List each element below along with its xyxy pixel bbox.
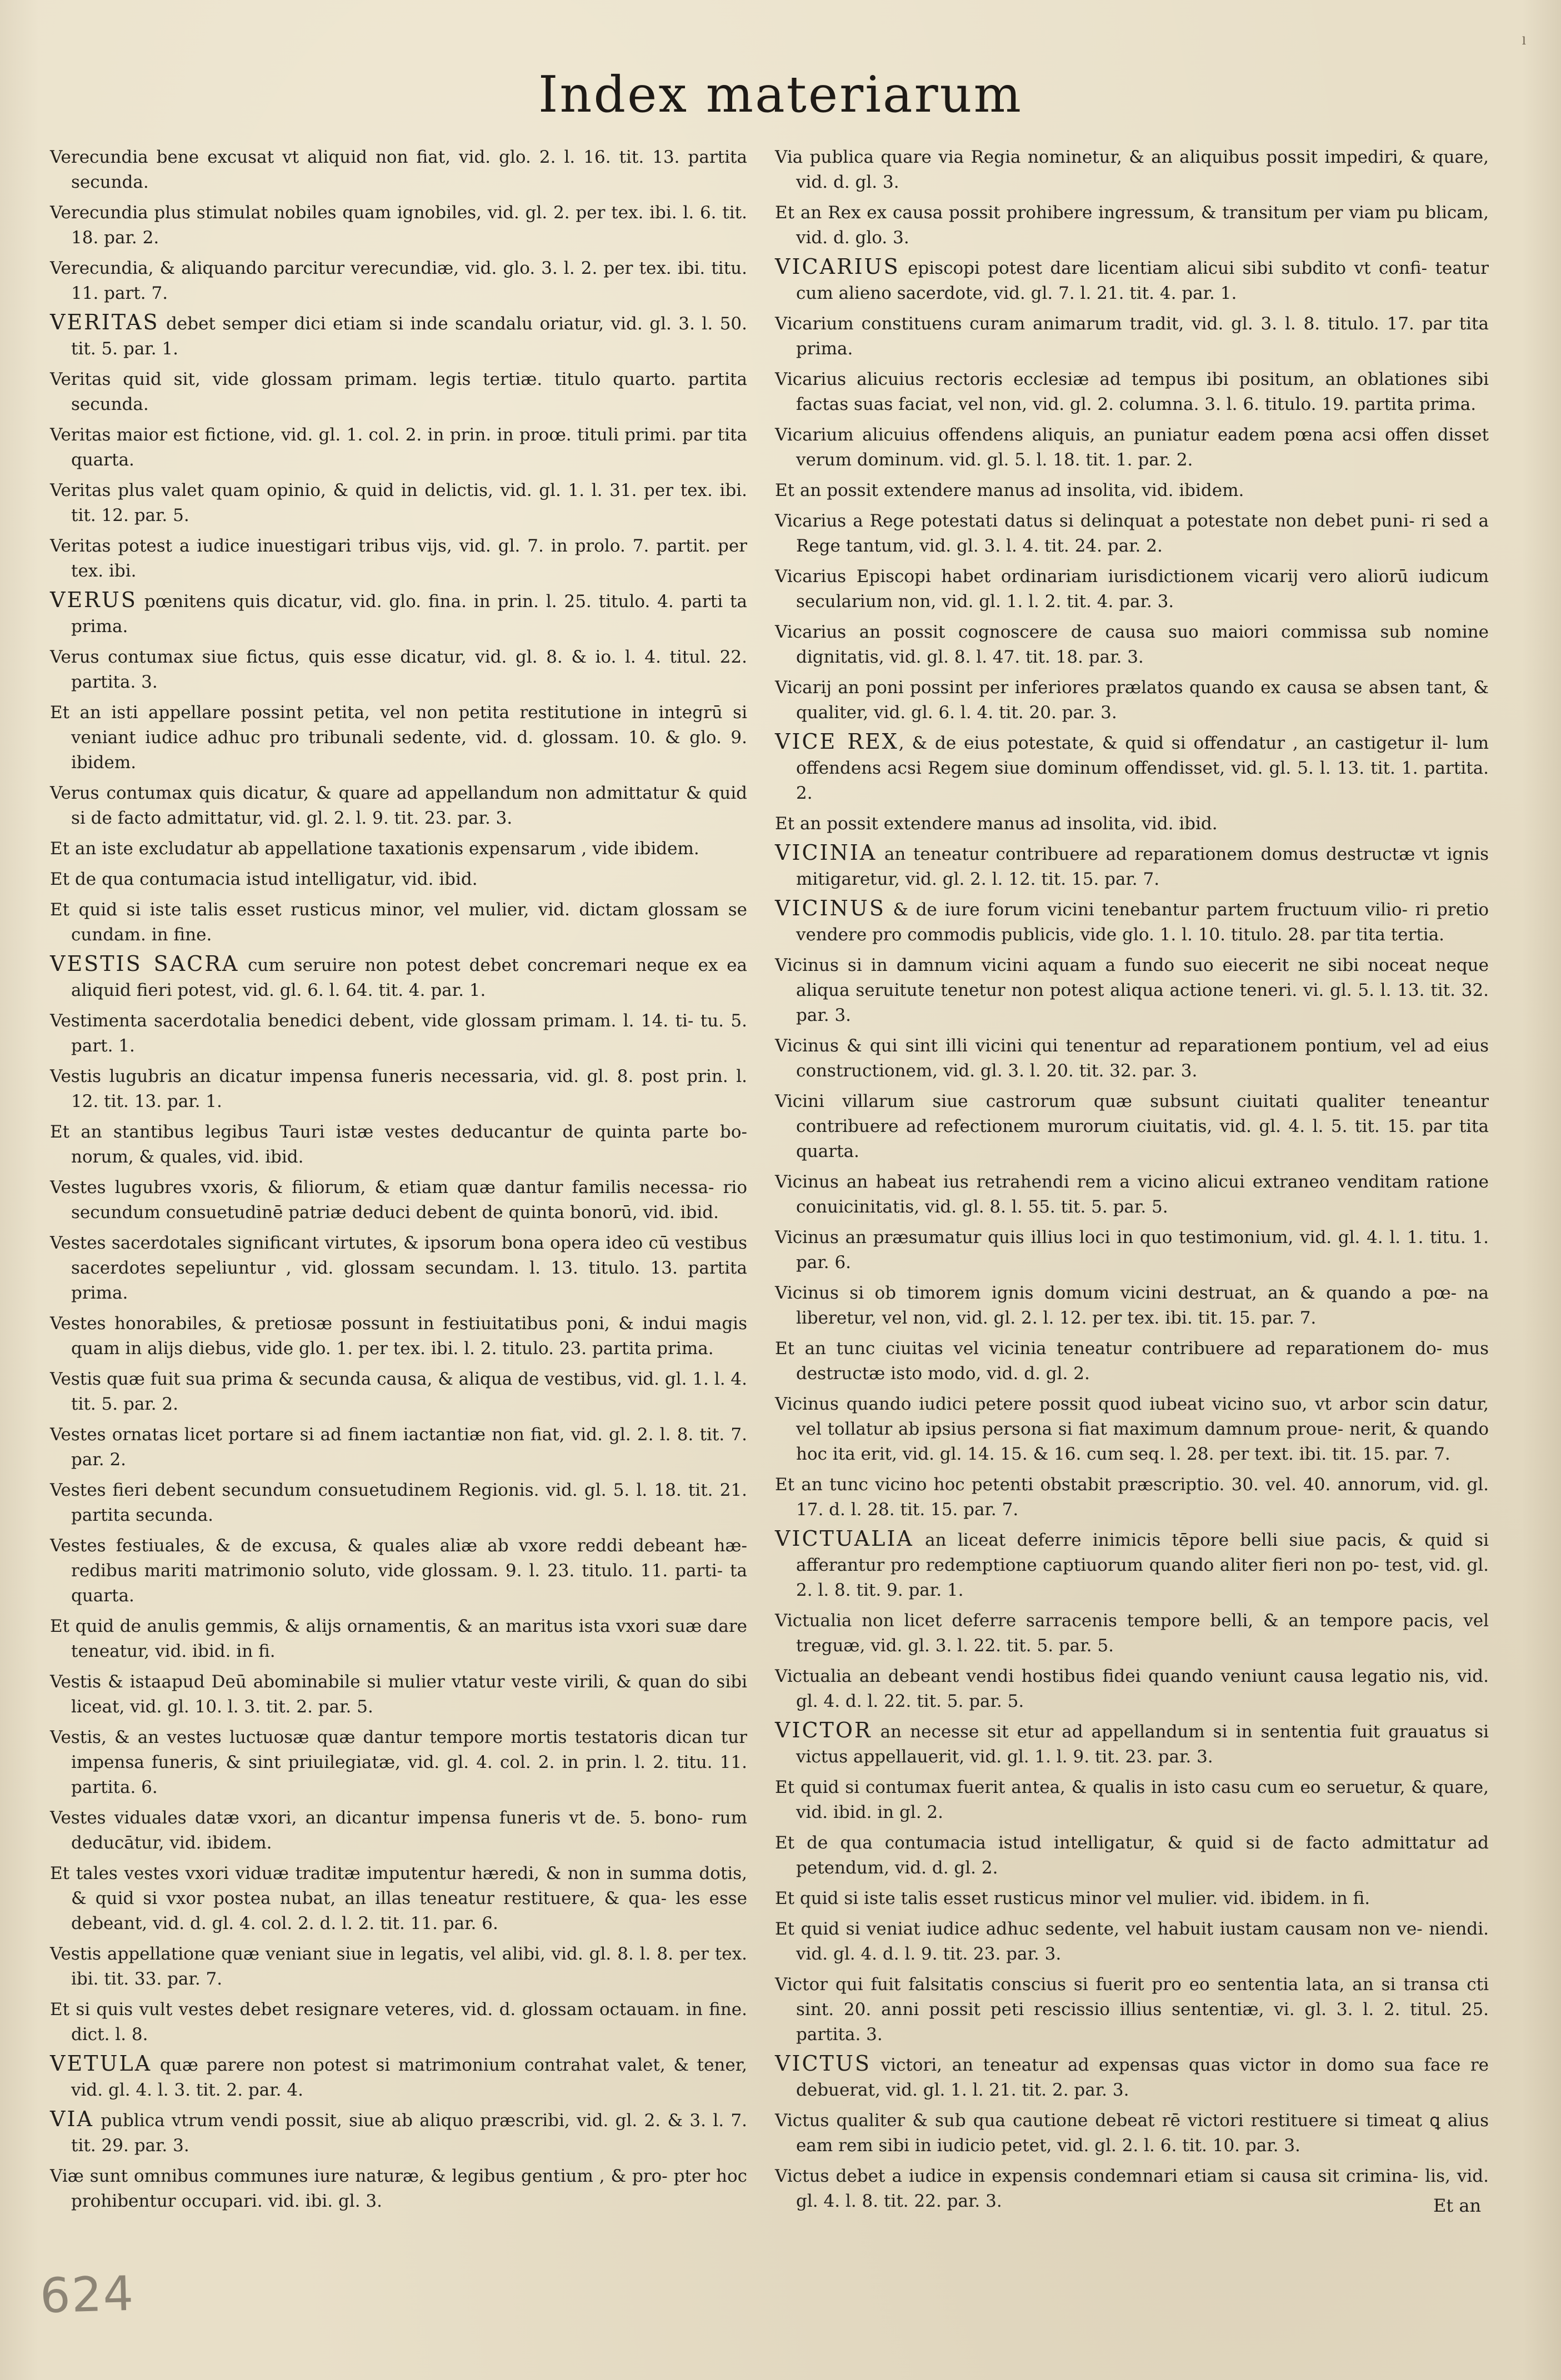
index-entry <box>775 143 1489 195</box>
entry-headword: VICARIUS <box>775 254 900 279</box>
index-entry <box>775 1526 1489 1603</box>
entry-text: Vestes lugubres vxoris, & filiorum, & etiam quæ dantur familis necessa- rio secundum consuetudinē patriæ deduci debent de quinta bonorū, vid. ibid. <box>50 1178 747 1222</box>
entry-text: Viæ sunt omnibus communes iure naturæ, & legibus gentium , & pro- pter hoc prohibentur occupari. vid. ibi. gl. 3. <box>50 2166 747 2211</box>
entry-text: Vestimenta sacerdotalia benedici debent, vide glossam primam. l. 14. ti- tu. 5. part. 1. <box>50 1011 747 1056</box>
index-entry <box>50 421 747 473</box>
entry-text: Vicinus an præsumatur quis illius loci in quo testimonium, vid. gl. 4. l. 1. titu. 1. par. 6. <box>775 1227 1489 1272</box>
index-entry <box>775 840 1489 892</box>
index-entry <box>50 1063 747 1114</box>
entry-text: Et an stantibus legibus Tauri istæ vestes deducantur de quinta parte bo- norum, & quales, vid. ibid. <box>50 1122 747 1167</box>
entry-text: Et quid si iste talis esset rusticus minor vel mulier. vid. ibidem. in fi. <box>775 1888 1370 1908</box>
index-entry <box>50 896 747 948</box>
entry-text: Verecundia bene excusat vt aliquid non fiat, vid. glo. 2. l. 16. tit. 13. partita secunda. <box>50 147 747 192</box>
index-entry <box>775 729 1489 806</box>
index-entry <box>50 1996 747 2047</box>
entry-text: Vestis, & an vestes luctuosæ quæ dantur tempore mortis testatoris dican tur impensa funeris, & sint priuilegiatæ, vid. gl. 4. col. 2. in prin. l. 2. titu. 11. partita. 6. <box>50 1727 747 1797</box>
index-entry <box>50 1723 747 1800</box>
entry-text: Vestes festiuales, & de excusa, & quales aliæ ab vxore reddi debeant hæ- redibus mariti matrimonio soluto, vide glossam. 9. l. 23. titulo. 11. parti- ta quarta. <box>50 1536 747 1606</box>
entry-text: Et an Rex ex causa possit prohibere ingressum, & transitum per viam pu blicam, vid. d. glo. 3. <box>775 203 1489 248</box>
index-entry <box>50 1365 747 1417</box>
index-entry <box>775 1032 1489 1084</box>
index-entry <box>775 365 1489 417</box>
entry-text: an necesse sit etur ad appellandum si in sententia fuit grauatus si victus appellauerit, vid. gl. 1. l. 9. tit. 23. par. 3. <box>796 1722 1489 1767</box>
entry-text: Verus contumax quis dicatur, & quare ad appellandum non admittatur & quid si de facto admittatur, vid. gl. 2. l. 9. tit. 23. par. 3. <box>50 783 747 828</box>
entry-text: Vicarius a Rege potestati datus si delinquat a potestate non debet puni- ri sed a Rege tantum, vid. gl. 3. l. 4. tit. 24. par. 2. <box>775 511 1489 556</box>
index-entry <box>775 1662 1489 1714</box>
entry-text: Et quid de anulis gemmis, & alijs ornamentis, & an maritus ista vxori suæ dare teneatur, vid. ibid. in fi. <box>50 1616 747 1661</box>
index-entry <box>50 951 747 1003</box>
index-column-right <box>775 143 1489 2218</box>
entry-text: Et quid si iste talis esset rusticus minor, vel mulier, vid. dictam glossam se cundam. in fine. <box>50 900 747 945</box>
index-entry <box>775 1607 1489 1659</box>
index-entry <box>50 1612 747 1664</box>
entry-text: Vestis appellatione quæ veniant siue in legatis, vel alibi, vid. gl. 8. l. 8. per tex. ibi. tit. 33. par. 7. <box>50 1944 747 1989</box>
entry-text: Et an possit extendere manus ad insolita, vid. ibidem. <box>775 480 1244 500</box>
entry-headword: VICE REX <box>775 729 899 754</box>
entry-headword: VICINUS <box>775 896 885 920</box>
index-entry <box>775 507 1489 559</box>
entry-text: Vicarij an poni possint per inferiores prælatos quando ex causa se absen tant, & qualiter, vid. gl. 6. l. 4. tit. 20. par. 3. <box>775 678 1489 723</box>
entry-headword: VETULA <box>50 2051 152 2076</box>
index-entry <box>50 1421 747 1472</box>
index-entry <box>775 477 1489 503</box>
entry-text: victori, an teneatur ad expensas quas victor in domo sua face re debuerat, vid. gl. 1. l. 21. tit. 2. par. 3. <box>796 2055 1489 2100</box>
index-entry <box>50 143 747 195</box>
index-entry <box>775 1773 1489 1825</box>
index-entry <box>50 2051 747 2103</box>
entry-text: Et an tunc ciuitas vel vicinia teneatur contribuere ad reparationem do- mus destructæ isto modo, vid. d. gl. 2. <box>775 1339 1489 1384</box>
entry-headword: VERITAS <box>50 310 159 334</box>
index-entry <box>50 835 747 861</box>
index-entry <box>50 699 747 775</box>
index-entry <box>50 477 747 528</box>
entry-text: Et quid si veniat iudice adhuc sedente, vel habuit iustam causam non ve- niendi. vid. gl. 4. d. l. 9. tit. 23. par. 3. <box>775 1919 1489 1964</box>
index-entry <box>50 643 747 695</box>
entry-headword: VICTUALIA <box>775 1526 914 1551</box>
index-entry <box>50 1229 747 1306</box>
index-entry <box>775 1088 1489 1164</box>
index-entry <box>775 1224 1489 1275</box>
entry-text: publica vtrum vendi possit, siue ab aliquo præscribi, vid. gl. 2. & 3. l. 7. tit. 29. par. 3. <box>71 2111 747 2156</box>
index-entry <box>775 254 1489 306</box>
index-entry <box>775 1971 1489 2047</box>
entry-text: Victualia an debeant vendi hostibus fidei quando veniunt causa legatio nis, vid. gl. 4. d. l. 22. tit. 5. par. 5. <box>775 1666 1489 1711</box>
index-entry <box>50 1476 747 1528</box>
entry-text: Vicarium alicuius offendens aliquis, an puniatur eadem pœna acsi offen disset verum dominum. vid. gl. 5. l. 18. tit. 1. par. 2. <box>775 425 1489 470</box>
entry-text: episcopi potest dare licentiam alicui sibi subdito vt confi- teatur cum alieno sacerdote, vid. gl. 7. l. 21. tit. 4. par. 1. <box>796 258 1489 303</box>
entry-text: Victor qui fuit falsitatis conscius si fuerit pro eo sententia lata, an si transa cti sint. 20. anni possit peti rescissio illius sententiæ, vi. gl. 3. l. 2. titul. 25. partita. 3. <box>775 1975 1489 2045</box>
entry-text: & de iure forum vicini tenebantur partem fructuum vilio- ri pretio vendere pro commodis publicis, vide glo. 1. l. 10. titulo. 28. par tita tertia. <box>796 900 1489 945</box>
entry-text: Vestis lugubris an dicatur impensa funeris necessaria, vid. gl. 8. post prin. l. 12. tit. 13. par. 1. <box>50 1066 747 1111</box>
index-entry <box>775 1718 1489 1770</box>
entry-text: Vestis & istaapud Deū abominabile si mulier vtatur veste virili, & quan do sibi liceat, vid. gl. 10. l. 3. tit. 2. par. 5. <box>50 1672 747 1717</box>
entry-headword: VESTIS SACRA <box>50 951 239 976</box>
index-entry <box>50 365 747 417</box>
entry-text: Veritas maior est fictione, vid. gl. 1. col. 2. in prin. in proœ. tituli primi. par tita quarta. <box>50 425 747 470</box>
index-column-left <box>50 143 747 2218</box>
index-entry <box>775 563 1489 614</box>
index-entry <box>50 865 747 892</box>
entry-text: Et an isti appellare possint petita, vel non petita restitutione in integrū si veniant iudice adhuc pro tribunali sedente, vid. d. glossam. 10. & glo. 9. ibidem. <box>50 703 747 773</box>
index-entry <box>775 810 1489 836</box>
index-entry <box>50 1174 747 1225</box>
entry-text: Et si quis vult vestes debet resignare veteres, vid. d. glossam octauam. in fine. dict. l. 8. <box>50 2000 747 2045</box>
entry-text: Et an possit extendere manus ad insolita, vid. ibid. <box>775 814 1218 834</box>
entry-text: Veritas quid sit, vide glossam primam. legis tertiæ. titulo quarto. partita secunda. <box>50 369 747 414</box>
entry-text: Via publica quare via Regia nominetur, & an aliquibus possit impediri, & quare, vid. d. gl. 3. <box>775 147 1489 192</box>
entry-text: Verecundia, & aliquando parcitur verecundiæ, vid. glo. 3. l. 2. per tex. ibi. titu. 11. part. 7. <box>50 258 747 303</box>
index-entry <box>50 588 747 639</box>
entry-text: Vicinus & qui sint illi vicini qui tenentur ad reparationem pontium, vel ad eius constructionem, vid. gl. 3. l. 20. tit. 32. par. 3. <box>775 1036 1489 1081</box>
entry-text: Vicini villarum siue castrorum quæ subsunt ciuitati qualiter teneantur contribuere ad refectionem murorum ciuitatis, vid. gl. 4. l. 5. tit. 15. par tita quarta. <box>775 1091 1489 1161</box>
index-entry <box>50 2107 747 2158</box>
entry-headword: VICTUS <box>775 2051 871 2076</box>
index-entry <box>50 1310 747 1361</box>
index-entry <box>50 1804 747 1856</box>
handwritten-folio-number: 624 <box>39 2266 136 2324</box>
index-entry <box>50 1118 747 1170</box>
index-entry <box>775 2051 1489 2103</box>
entry-text: Veritas potest a iudice inuestigari tribus vijs, vid. gl. 7. in prolo. 7. partit. per tex. ibi. <box>50 536 747 581</box>
entry-text: an teneatur contribuere ad reparationem domus destructæ vt ignis mitigaretur, vid. gl. 2. l. 12. tit. 15. par. 7. <box>796 844 1489 889</box>
entry-text: Vicarius alicuius rectoris ecclesiæ ad tempus ibi positum, an oblationes sibi factas suas faciat, vel non, vid. gl. 2. columna. 3. l. 6. titulo. 19. partita prima. <box>775 369 1489 414</box>
index-entry <box>775 1885 1489 1911</box>
entry-text: debet semper dici etiam si inde scandalu oriatur, vid. gl. 3. l. 50. tit. 5. par. 1. <box>71 314 747 359</box>
entry-text: Vestes fieri debent secundum consuetudinem Regionis. vid. gl. 5. l. 18. tit. 21. partita secunda. <box>50 1480 747 1525</box>
entry-text: Vicarius an possit cognoscere de causa suo maiori commissa sub nomine dignitatis, vid. gl. 8. l. 47. tit. 18. par. 3. <box>775 622 1489 667</box>
index-entry <box>775 1829 1489 1881</box>
entry-text: Vicinus quando iudici petere possit quod iubeat vicino suo, vt arbor scin datur, vel tollatur ab ipsius persona si fiat maximum damnum proue- nerit, & quando hoc ita erit, vid. gl. 14. 15. & 16. cum seq. l. 28. per text. ibi. tit. 15. par. 7. <box>775 1394 1489 1464</box>
entry-text: Vicarium constituens curam animarum tradit, vid. gl. 3. l. 8. titulo. 17. par tita prima. <box>775 314 1489 359</box>
corner-mark: ˡ <box>1522 33 1527 56</box>
entry-text: Vestes sacerdotales significant virtutes, & ipsorum bona opera ideo cū vestibus sacerdotes sepeliuntur , vid. glossam secundam. l. 13. titulo. 13. partita prima. <box>50 1233 747 1303</box>
entry-text: Victualia non licet deferre sarracenis tempore belli, & an tempore pacis, vel treguæ, vid. gl. 3. l. 22. tit. 5. par. 5. <box>775 1611 1489 1656</box>
index-entry <box>775 951 1489 1028</box>
entry-text: cum seruire non potest debet concremari neque ex ea aliquid fieri potest, vid. gl. 6. l. 64. tit. 4. par. 1. <box>71 955 747 1000</box>
entry-text: Vestes honorabiles, & pretiosæ possunt in festiuitatibus poni, & indui magis quam in alijs diebus, vide glo. 1. per tex. ibi. l. 2. titulo. 23. partita prima. <box>50 1314 747 1359</box>
index-entry <box>775 310 1489 362</box>
index-entry <box>775 1915 1489 1967</box>
entry-text: Vestis quæ fuit sua prima & secunda causa, & aliqua de vestibus, vid. gl. 1. l. 4. tit. 5. par. 2. <box>50 1369 747 1414</box>
entry-text: Et quid si contumax fuerit antea, & qualis in isto casu cum eo seruetur, & quare, vid. ibid. in gl. 2. <box>775 1777 1489 1822</box>
index-entry <box>50 199 747 250</box>
index-entry <box>775 1390 1489 1467</box>
index-entry <box>50 532 747 584</box>
index-entry <box>50 2162 747 2214</box>
index-entry <box>775 1168 1489 1220</box>
entry-text: Et tales vestes vxori viduæ traditæ imputentur hæredi, & non in summa dotis, & quid si vxor postea nubat, an illas teneatur restituere, & qua- les esse debeant, vid. d. gl. 4. col. 2. d. l. 2. tit. 11. par. 6. <box>50 1863 747 1933</box>
index-entry <box>775 1279 1489 1331</box>
index-entry <box>775 2107 1489 2158</box>
entry-text: Vicarius Episcopi habet ordinariam iurisdictionem vicarij vero aliorū iudicum secularium non, vid. gl. 1. l. 2. tit. 4. par. 3. <box>775 567 1489 612</box>
entry-text: quæ parere non potest si matrimonium contrahat valet, & tener, vid. gl. 4. l. 3. tit. 2. par. 4. <box>71 2055 747 2100</box>
index-entry <box>50 1668 747 1720</box>
entry-headword: VIA <box>50 2107 94 2131</box>
index-entry <box>775 1471 1489 1522</box>
entry-text: Verus contumax siue fictus, quis esse dicatur, vid. gl. 8. & io. l. 4. titul. 22. partita. 3. <box>50 647 747 692</box>
entry-text: Veritas plus valet quam opinio, & quid in delictis, vid. gl. 1. l. 31. per tex. ibi. tit. 12. par. 5. <box>50 480 747 525</box>
index-entry <box>50 310 747 362</box>
index-entry <box>775 199 1489 250</box>
entry-text: Et an tunc vicino hoc petenti obstabit præscriptio. 30. vel. 40. annorum, vid. gl. 17. d. l. 28. tit. 15. par. 7. <box>775 1475 1489 1520</box>
page-title: Index materiarum <box>538 66 1023 124</box>
entry-headword: VICINIA <box>775 840 877 865</box>
entry-text: Victus debet a iudice in expensis condemnari etiam si causa sit crimina- lis, vid. gl. 4. l. 8. tit. 22. par. 3. <box>775 2166 1489 2211</box>
entry-headword: VERUS <box>50 588 137 612</box>
index-entry <box>775 674 1489 725</box>
entry-text: Et an iste excludatur ab appellatione taxationis expensarum , vide ibidem. <box>50 839 699 859</box>
entry-text: Verecundia plus stimulat nobiles quam ignobiles, vid. gl. 2. per tex. ibi. l. 6. tit. 18. par. 2. <box>50 203 747 248</box>
catchword: Et an <box>1433 2195 1482 2216</box>
entry-text: Et de qua contumacia istud intelligatur, & quid si de facto admittatur ad petendum, vid. d. gl. 2. <box>775 1833 1489 1878</box>
index-entry <box>50 1940 747 1992</box>
index-entry <box>50 1860 747 1936</box>
entry-text: Vicinus si in damnum vicini aquam a fundo suo eiecerit ne sibi noceat neque aliqua seruitute tenetur non potest aliqua actione teneri. vi. gl. 5. l. 13. tit. 32. par. 3. <box>775 955 1489 1025</box>
entry-text: pœnitens quis dicatur, vid. glo. fina. in prin. l. 25. titulo. 4. parti ta prima. <box>71 592 747 637</box>
index-entry <box>50 779 747 831</box>
entry-text: Vicinus si ob timorem ignis domum vicini destruat, an & quando a pœ- na liberetur, vel non, vid. gl. 2. l. 12. per tex. ibi. tit. 15. par. 7. <box>775 1283 1489 1328</box>
index-entry <box>775 421 1489 473</box>
entry-text: an liceat deferre inimicis tēpore belli siue pacis, & quid si afferantur pro redemptione captiuorum quando aliter fieri non po- test, vid. gl. 2. l. 8. tit. 9. par. 1. <box>796 1530 1489 1600</box>
index-entry <box>775 896 1489 948</box>
index-entry <box>775 2162 1489 2214</box>
entry-text: Vestes viduales datæ vxori, an dicantur impensa funeris vt de. 5. bono- rum deducātur, vid. ibidem. <box>50 1808 747 1853</box>
index-entry <box>50 254 747 306</box>
entry-headword: VICTOR <box>775 1718 872 1742</box>
entry-text: Vicinus an habeat ius retrahendi rem a vicino alicui extraneo venditam ratione conuicinitatis, vid. gl. 8. l. 55. tit. 5. par. 5. <box>775 1172 1489 1217</box>
entry-text: , & de eius potestate, & quid si offendatur , an castigetur il- lum offendens acsi Regem siue dominum offendisset, vid. gl. 5. l. 13. tit. 1. partita. 2. <box>796 733 1489 803</box>
index-entry <box>50 1532 747 1609</box>
index-entry <box>50 1007 747 1059</box>
index-entry <box>775 618 1489 670</box>
index-entry <box>775 1335 1489 1386</box>
entry-text: Victus qualiter & sub qua cautione debeat rē victori restituere si timeat ꝗ alius eam rem sibi in iudicio petet, vid. gl. 2. l. 6. tit. 10. par. 3. <box>775 2111 1489 2156</box>
entry-text: Vestes ornatas licet portare si ad finem iactantiæ non fiat, vid. gl. 2. l. 8. tit. 7. par. 2. <box>50 1425 747 1470</box>
entry-text: Et de qua contumacia istud intelligatur, vid. ibid. <box>50 869 478 889</box>
